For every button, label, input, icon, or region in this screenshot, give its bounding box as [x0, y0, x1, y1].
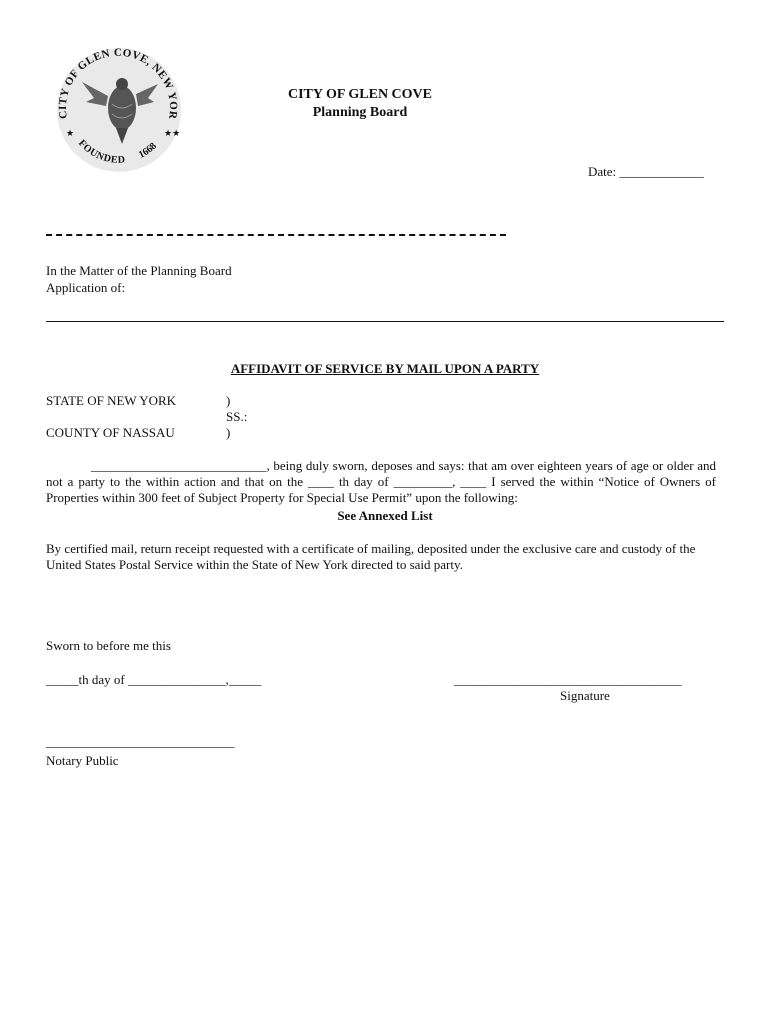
- city-seal: [46, 44, 192, 174]
- matter-line-2: Application of:: [46, 280, 126, 295]
- seal-arc-bottom-right-text: 1668: [137, 140, 159, 161]
- signature-label: Signature: [560, 688, 610, 703]
- venue-paren-1: ): [226, 393, 231, 408]
- affidavit-paragraph-1: [46, 458, 716, 506]
- city-title: CITY OF GLEN COVE: [287, 87, 433, 102]
- signature-line: ___________________________________: [454, 672, 682, 687]
- solid-divider: [46, 321, 724, 322]
- affidavit-paragraph-1-text: ___________________________, being duly sworn, deposes and says: that am over eighteen years of age or older and not a party to the within action and that on the ____ th day of _________, ____ I served the within “Notice of Owners of Properties within 300 feet of Subject Property for Special Use Permit” upon the following:: [46, 458, 716, 505]
- affidavit-paragraph-2: By certified mail, return receipt requested with a certificate of mailing, deposited under the exclusive care and custody of the United States Postal Service within the State of New York directed to said party.: [46, 541, 696, 572]
- date-field: Date: _____________: [588, 164, 704, 179]
- matter-line-1: In the Matter of the Planning Board: [46, 263, 232, 278]
- dashed-divider: [46, 234, 506, 236]
- matter-caption: [46, 262, 346, 296]
- venue-ss: SS.:: [226, 409, 248, 424]
- sworn-day-line: _____th day of _______________,_____: [46, 672, 262, 687]
- affidavit-heading: [0, 361, 770, 377]
- seal-star-icon: ★: [66, 128, 75, 138]
- sworn-text: Sworn to before me this: [46, 638, 171, 653]
- venue-paren-2: ): [226, 425, 231, 440]
- notary-label: Notary Public: [46, 753, 119, 768]
- affidavit-heading-text: AFFIDAVIT OF SERVICE BY MAIL UPON A PARTY: [230, 361, 540, 376]
- venue-right: [226, 393, 247, 441]
- board-title: Planning Board: [312, 105, 408, 120]
- seal-star-icon: ★★: [164, 128, 181, 138]
- seal-arc-top-text: CITY OF GLEN COVE, NEW YOR: [56, 46, 180, 121]
- venue-county: COUNTY OF NASSAU: [46, 425, 175, 440]
- header-title-block: [250, 86, 470, 122]
- venue-state: STATE OF NEW YORK: [46, 393, 177, 408]
- seal-arc-bottom-left-text: FOUNDED: [76, 137, 126, 166]
- annexed-list-label: See Annexed List: [337, 508, 433, 523]
- city-seal-graphic: [46, 44, 192, 174]
- notary-line: _____________________________: [46, 734, 235, 749]
- venue-left: [46, 393, 176, 441]
